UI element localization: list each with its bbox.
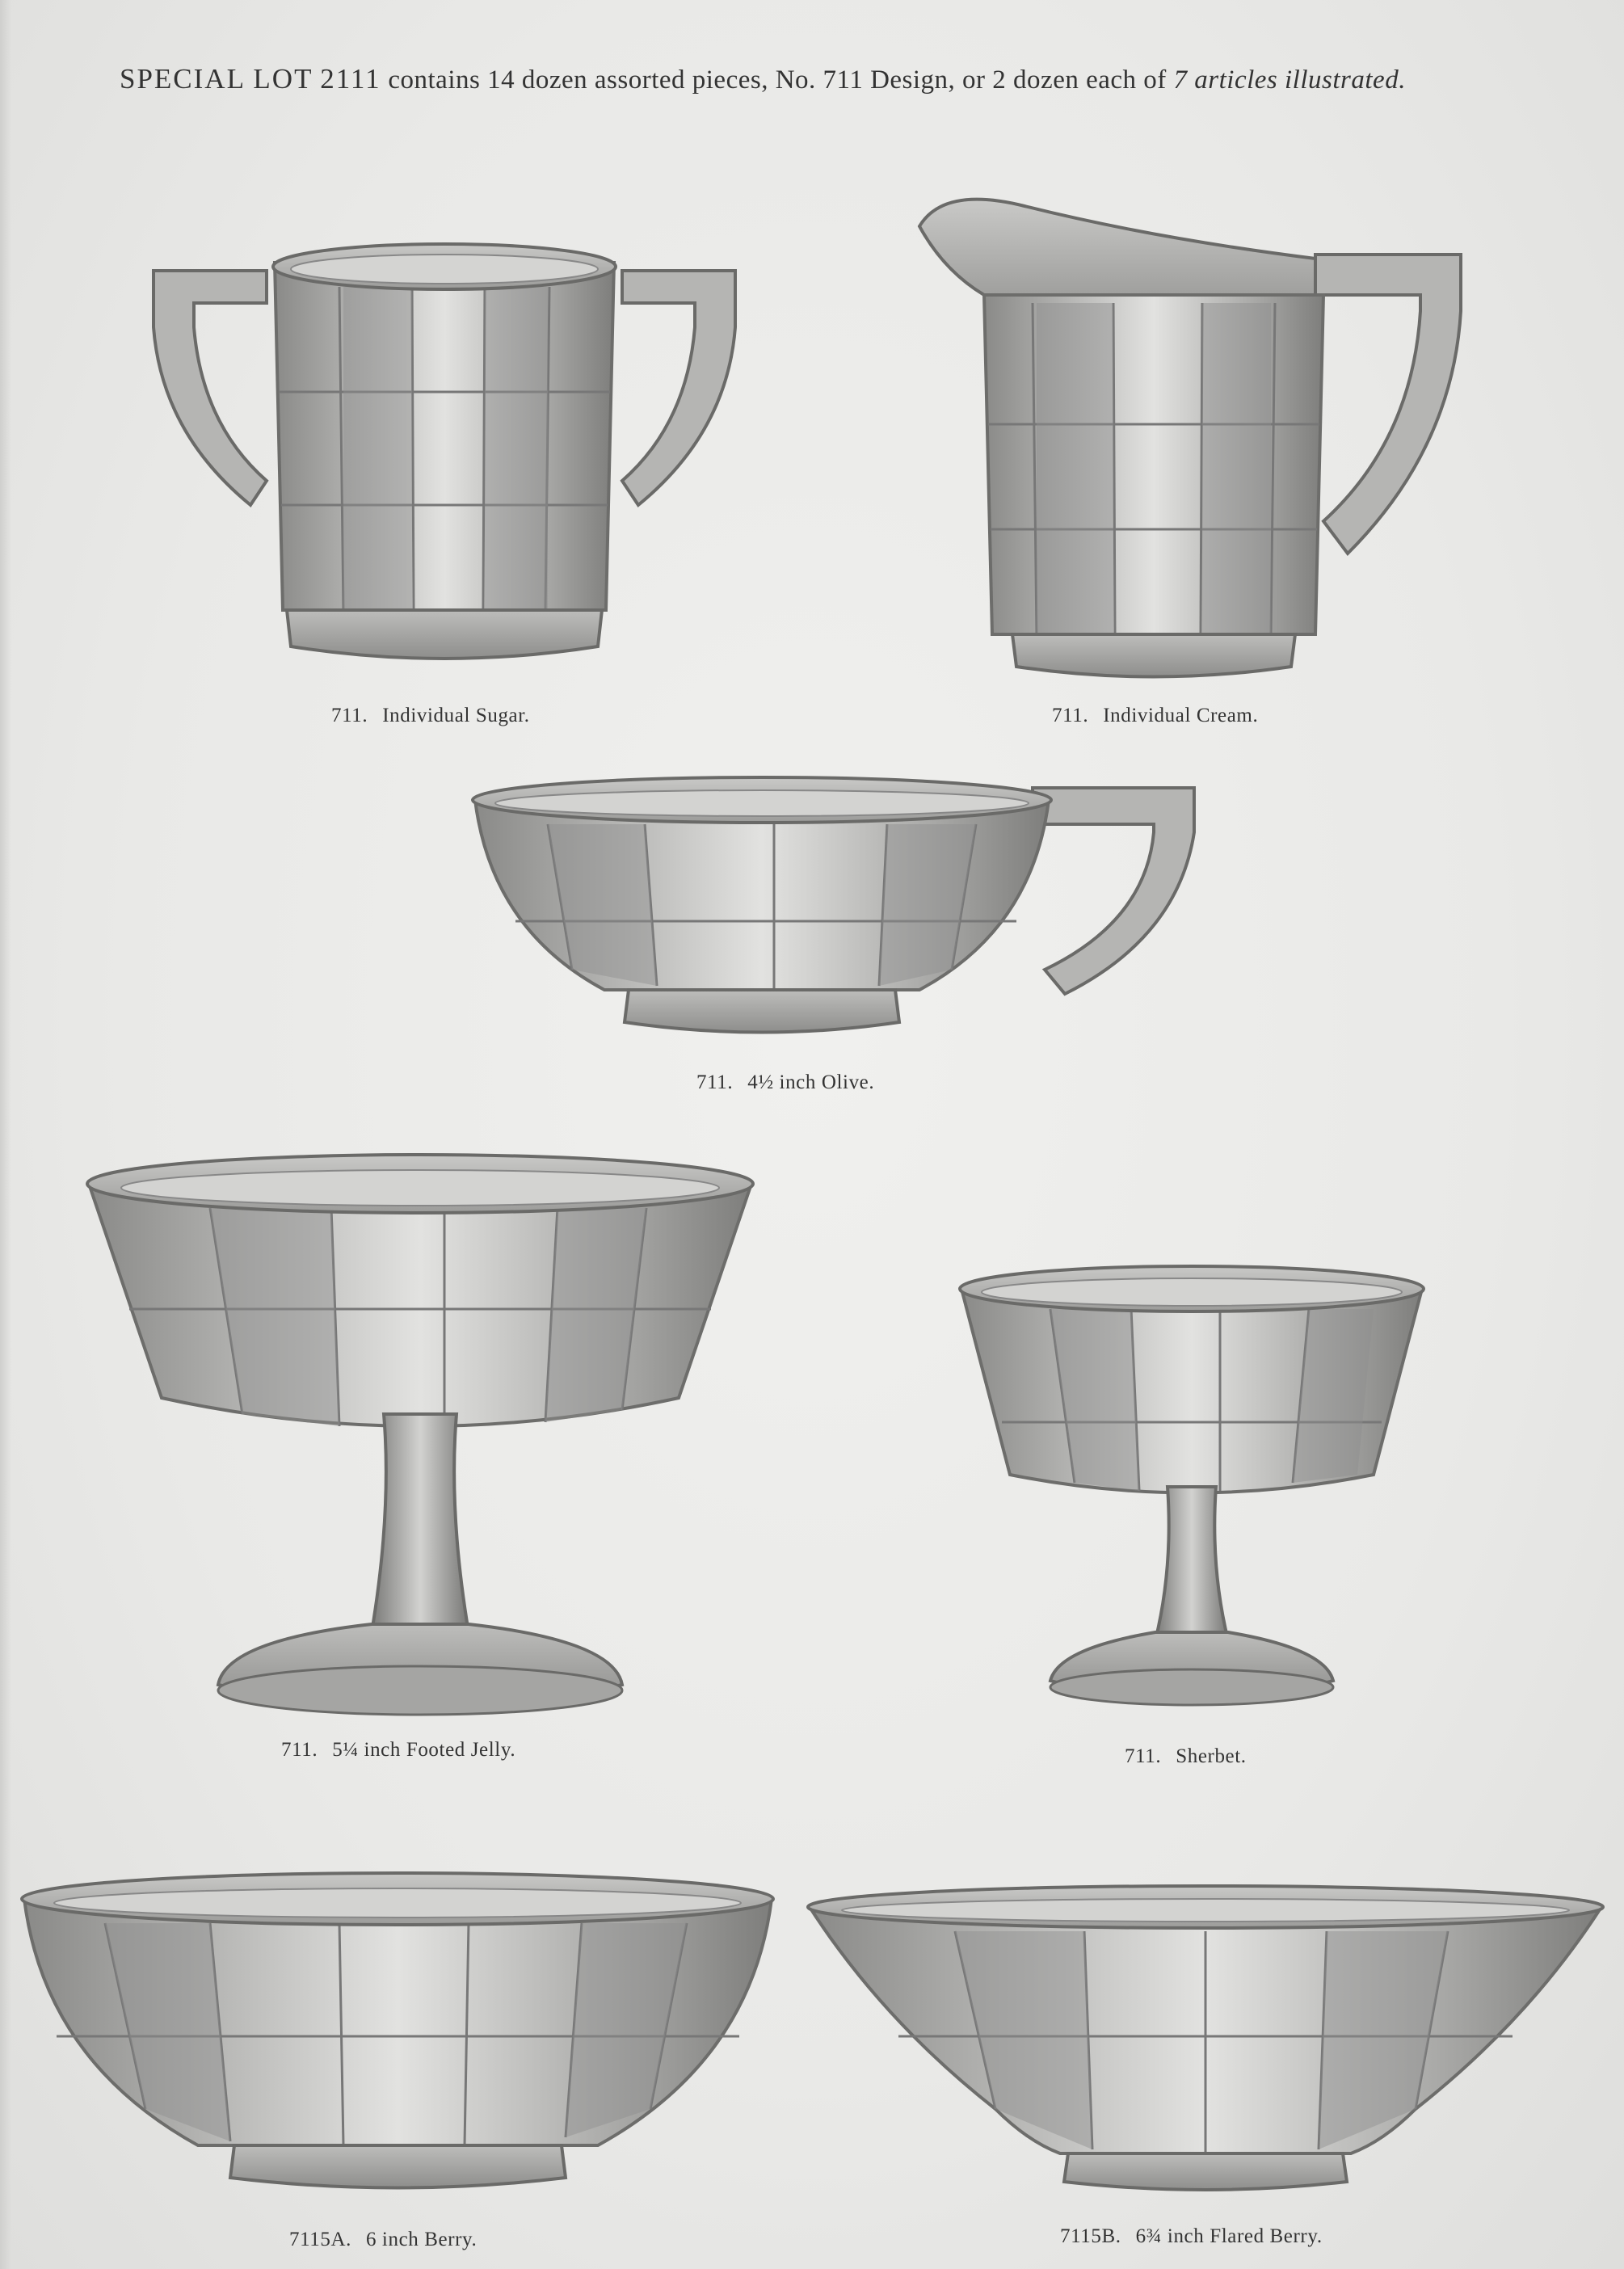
caption-berry: 7115A. 6 inch Berry. [289,2229,478,2250]
header-text: contains 14 dozen assorted pieces, No. 711 Design, or 2 dozen each of [388,65,1167,95]
page-header [120,63,1406,95]
page-edge-shadow [0,0,11,2269]
berry-bowl-image [16,1867,780,2198]
olive-dish-image [467,768,1202,1050]
flared-berry-bowl-image [801,1875,1609,2198]
caption-individual-cream: 711. Individual Cream. [1052,705,1259,726]
caption-flared-berry: 7115B. 6¾ inch Flared Berry. [1060,2225,1323,2247]
caption-footed-jelly: 711. 5¼ inch Footed Jelly. [281,1739,516,1761]
individual-cream-image [911,182,1469,691]
caption-individual-sugar: 711. Individual Sugar. [331,705,530,726]
header-lot-number: 2111 [320,63,381,95]
footed-jelly-image [81,1147,759,1745]
caption-olive: 711. 4½ inch Olive. [696,1071,875,1093]
header-lead: SPECIAL LOT [120,63,313,95]
header-tail: 7 articles illustrated. [1173,65,1406,95]
individual-sugar-image [145,238,743,683]
caption-sherbet: 711. Sherbet. [1125,1745,1247,1767]
sherbet-image [953,1261,1430,1729]
